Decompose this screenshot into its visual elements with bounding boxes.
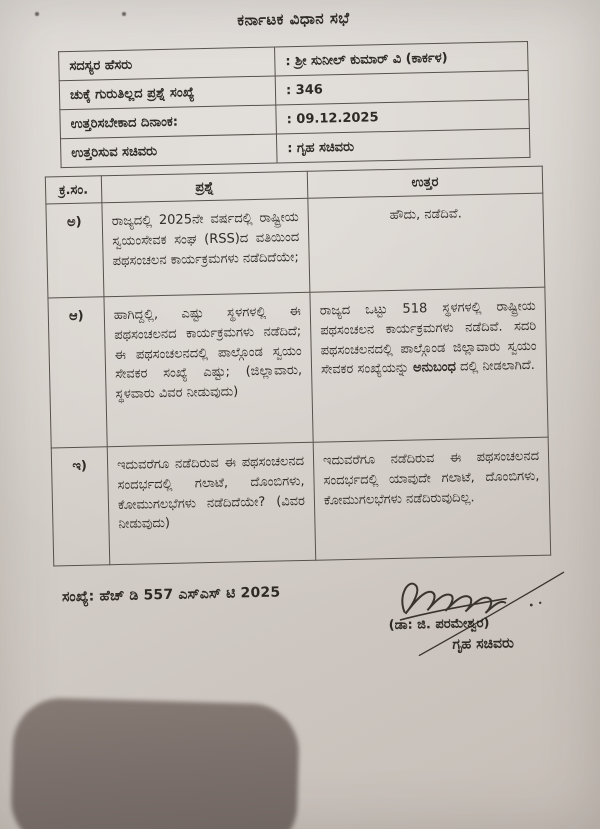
reference-number: ಸಂಖ್ಯೆ: ಹೆಚ್ ಡಿ 557 ಎಸ್ಎಸ್ ಟಿ 2025 xyxy=(61,584,281,606)
column-header-question: ಪ್ರಶ್ನೆ xyxy=(101,171,308,202)
table-row xyxy=(51,437,550,566)
page-title: ಕರ್ನಾಟಕ ವಿಧಾನ ಸಭೆ xyxy=(237,8,350,30)
signatory-designation: ಗೃಹ ಸಚಿವರು xyxy=(452,635,515,653)
signatory-name: (ಡಾ: ಜಿ. ಪರಮೇಶ್ವರ) xyxy=(388,615,490,634)
row-e-question: ಇದುವರೆಗೂ ನಡೆದಿರುವ ಈ ಪಥಸಂಚಲನದ ಸಂದರ್ಭದಲ್ಲಿ ಗಲಾಟೆ, ದೊಂಬಿಗಳು, ಕೋಮುಗಲಭೆಗಳು ನಡೆದಿದೆಯೇ? (ವಿವರ ನೀಡುವುದು) xyxy=(107,442,316,564)
blurred-object-overlay xyxy=(10,697,300,829)
answer-text: ದಲ್ಲಿ ನೀಡಲಾಗಿದೆ. xyxy=(455,358,536,375)
row-a-slno: ಅ) xyxy=(46,203,104,298)
member-name-label: ಸದಸ್ಯರ ಹೆಸರು xyxy=(59,47,276,81)
row-a-answer: ಹೌದು, ನಡೆದಿವೆ. xyxy=(308,193,545,292)
question-answer-table xyxy=(45,166,551,567)
answer-text: ರಾಜ್ಯದ ಒಟ್ಟು 518 ಸ್ಥಳಗಳಲ್ಲಿ ರಾಷ್ಟ್ರೀಯ ಪಥಸಂಚಲನ ಕಾರ್ಯಕ್ರಮಗಳು ನಡೆದಿವೆ. ಸದರಿ ಪಥಸಂಚಲನದಲ್ಲಿ ಪಾಲ್ಗೊಂಡ ಜಿಲ್ಲಾವಾರು ಸ್ವಯಂ ಸೇವಕರ ಸಂಖ್ಯೆಯನ್ನು xyxy=(319,298,537,378)
row-aa-answer xyxy=(310,287,548,442)
question-number-value: : 346 xyxy=(275,70,529,105)
table-row xyxy=(46,193,545,298)
row-aa-question: ಹಾಗಿದ್ದಲ್ಲಿ, ಎಷ್ಟು ಸ್ಥಳಗಳಲ್ಲಿ ಈ ಪಥಸಂಚಲನದ ಕಾರ್ಯಕ್ರಮಗಳು ನಡೆದಿದೆ; ಈ ಪಥಸಂಚಲನದಲ್ಲಿ ಪಾಲ್ಗೊಂಡ ಸ್ವಯಂ ಸೇವಕರ ಸಂಖ್ಯೆ ಎಷ್ಟು; (ಜಿಲ್ಲಾವಾರು, ಸ್ಥಳವಾರು ವಿವರ ನೀಡುವುದು) xyxy=(104,292,313,446)
column-header-slno: ಕ್ರ.ಸಂ. xyxy=(45,176,102,204)
table-row xyxy=(48,287,548,448)
row-e-slno: ಇ) xyxy=(51,447,110,566)
header-info-table xyxy=(58,41,530,168)
answering-minister-label: ಉತ್ತರಿಸುವ ಸಚಿವರು xyxy=(60,134,277,168)
answering-minister-value: : ಗೃಹ ಸಚಿವರು xyxy=(276,128,530,163)
answer-date-value: : 09.12.2025 xyxy=(276,99,530,134)
signature-block xyxy=(387,566,584,680)
member-name-value: : ಶ್ರೀ ಸುನೀಲ್ ಕುಮಾರ್ ವಿ (ಕಾರ್ಕಳ) xyxy=(275,41,529,76)
answer-date-label: ಉತ್ತರಿಸಬೇಕಾದ ದಿನಾಂಕ: xyxy=(60,105,277,139)
row-aa-slno: ಆ) xyxy=(48,297,107,448)
question-number-label: ಚುಕ್ಕೆ ಗುರುತಿಲ್ಲದ ಪ್ರಶ್ನೆ ಸಂಖ್ಯೆ xyxy=(59,76,276,110)
row-e-answer: ಇದುವರೆಗೂ ನಡೆದಿರುವ ಈ ಪಥಸಂಚಲನದ ಸಂದರ್ಭದಲ್ಲಿ ಯಾವುದೇ ಗಲಾಟೆ, ದೊಂಬಿಗಳು, ಕೋಮುಗಲಭೆಗಳು ನಡೆದಿರುವುದಿಲ್ಲ. xyxy=(313,437,551,560)
answer-bold-word: ಅನುಬಂಧ xyxy=(412,359,457,376)
row-a-question: ರಾಜ್ಯದಲ್ಲಿ 2025ನೇ ವರ್ಷದಲ್ಲಿ ರಾಷ್ಟ್ರೀಯ ಸ್ವಯಂಸೇವಕ ಸಂಘ (RSS)ದ ವತಿಯಿಂದ ಪಥಸಂಚಲನ ಕಾರ್ಯಕ್ರಮಗಳು ನಡೆದಿದೆಯೇ; xyxy=(102,198,310,296)
column-header-answer: ಉತ್ತರ xyxy=(307,166,543,198)
